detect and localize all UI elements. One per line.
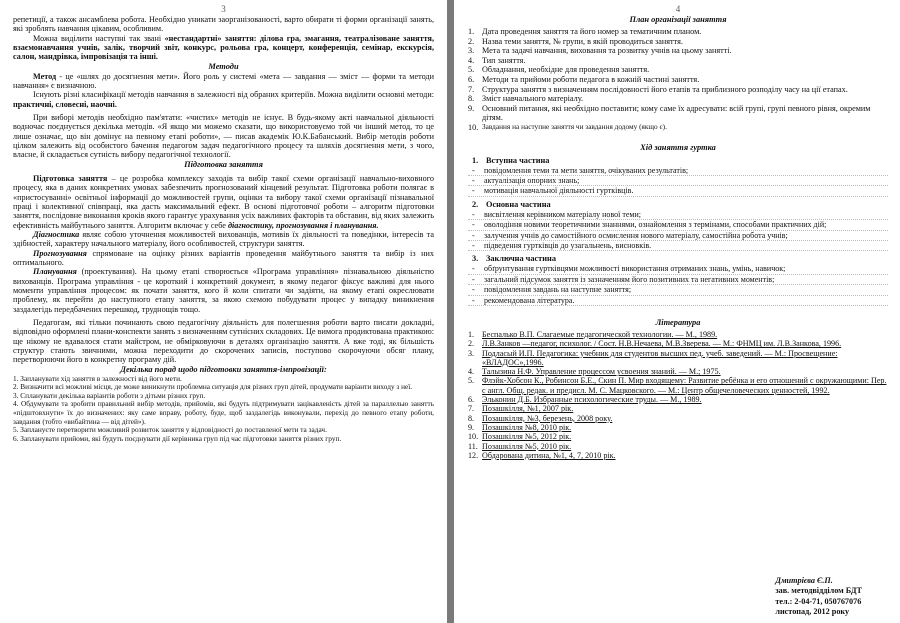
plan-item — [468, 37, 888, 47]
paragraph: Педагогам, які тільки починають свою педагогічну діяльність для полегшення роботи варто писати докладні, відповідно оформлені плани-конспекти занять з визначенням сутнісних складових. Це вимога продиктована практикою: ще нікому не вдавалося стати майстром, не обмірковуючи в деталях організацію заняття. А вже тоді, як більшість структур стають звичними, можна переходити до скорочених записів, поступово скорочуючи обсяг плану, перетворюючи його в конкретну програму дій. — [13, 317, 434, 365]
literature-item — [468, 339, 888, 348]
lesson-section-title — [468, 156, 888, 166]
lesson-section — [468, 254, 888, 306]
paragraph: репетиції, а також ансамблева робота. Необхідно уникати заорганізованості, варто обирати ті форми організації занять, які зроблять навчання цікавим, особливим. — [13, 15, 434, 34]
list-item: - оволодіння новими теоретичними знаннями, ознайомлення з термінами, способами практичних дій; — [468, 220, 888, 230]
paragraph: Метод - це «шлях до досягнення мети». Його роль у системі «мета — завдання — зміст — форми та методи навчання» є визначною. — [13, 71, 434, 91]
list-item: - загальний підсумок заняття із зазначенням його позитивних та негативних моментів; — [468, 275, 888, 285]
section-title-plan: План організації заняття — [629, 15, 727, 24]
section-title-literature: Література — [655, 318, 701, 327]
list-item: - повідомлення завдань на наступне заняття; — [468, 285, 888, 295]
page-number: 3 — [221, 4, 226, 14]
list-item: - залучення учнів до самостійного осмислення нового матеріалу, самостійна робота учнів; — [468, 231, 888, 241]
lesson-section-label: Вступна частина — [486, 155, 550, 165]
literature-item-number: 4. — [468, 367, 475, 377]
document-page-right — [454, 0, 900, 623]
literature-item-text: Флэйк-Хобсон К., Робинсон Б.Е., Скин П. Мир входящему: Развитие ребёнка и его отношений с окружающими: Пер. с англ. Общ. редак. и предисл. М. С. Мацковского. — М.: Центр общечеловеческих ценностей, 1992. — [482, 376, 887, 395]
advice-list — [13, 375, 434, 444]
list-item: - висвітлення керівником матеріалу нової теми; — [468, 210, 888, 220]
plan-item-text: Обладнання, необхідне для проведення заняття. — [482, 65, 650, 75]
literature-item-number: 12. — [468, 450, 479, 460]
plan-item — [468, 85, 888, 95]
plan-item-number: 6. — [468, 74, 475, 84]
literature-item-number: 6. — [468, 395, 475, 405]
plan-item — [468, 75, 888, 85]
list-item: - рекомендована література. — [468, 296, 888, 306]
lesson-section-number: 2. — [472, 199, 479, 209]
plan-item-number: 4. — [468, 55, 475, 65]
plan-item-number: 9. — [468, 103, 475, 113]
lesson-sections — [468, 156, 888, 306]
plan-item-text: Дата проведення заняття та його номер за тематичним планом. — [482, 27, 702, 36]
plan-item — [468, 94, 888, 104]
list-item: - актуалізація опорних знань; — [468, 176, 888, 186]
literature-item — [468, 404, 888, 413]
plan-item-number: 2. — [468, 36, 475, 46]
section-title-preparation: Підготовка заняття — [184, 159, 263, 169]
literature-item — [468, 376, 888, 395]
literature-item-number: 11. — [468, 441, 478, 451]
paragraph: Існують різні класифікації методів навчання в залежності від обраних критеріїв. Можна виділити основні методи: практичні, словесні, наочні. — [13, 90, 434, 109]
literature-item-text: Талызина Н.Ф. Управление процессом усвоения знаний. — М.; 1975. — [482, 367, 721, 377]
list-item: - підведення гуртківців до узагальнень, висновків. — [468, 241, 888, 251]
plan-item — [468, 27, 888, 37]
lesson-section-number: 3. — [472, 254, 479, 264]
plan-item-text: Назва теми заняття, № групи, в якій проводиться заняття. — [482, 36, 683, 46]
signature-block — [775, 576, 862, 617]
lesson-section-label: Заключна частина — [486, 254, 556, 264]
literature-item-number: 5. — [468, 376, 475, 386]
signature-name: Дмитрієва Є.П. — [775, 576, 833, 586]
signature-role: зав. методвідділом БДТ — [775, 586, 862, 596]
paragraph: Можна виділити наступні так звані «нестандартні» заняття: ділова гра, змагання, театралізоване заняття, взаємонавчання учнів, залік, творчий звіт, конкурс, рольова гра, концерт, конференція, семінар, екскурсія, салон, мандрівка, імпровізація та інші. — [13, 33, 434, 62]
literature-item — [468, 395, 888, 404]
literature-item-text: Позашкілля №8, 2010 рік. — [482, 422, 572, 432]
plan-item — [468, 123, 888, 133]
literature-item — [468, 414, 888, 423]
literature-item-number: 2. — [468, 339, 475, 349]
lesson-section — [468, 200, 888, 252]
lesson-section-items — [468, 264, 888, 306]
plan-item — [468, 65, 888, 75]
paragraph: Діагностика являє собою уточнення можливостей вихованців, мотивів їх діяльності та поведінки, інтересів та здібностей, характеру начального матеріалу, його особливостей, структури заняття. — [13, 229, 434, 249]
advice-item: 5. Заплануєте перетворити можливий розвиток заняття у відповідності до поставленої мети та задач. — [13, 425, 327, 435]
literature-item-number: 7. — [468, 404, 475, 414]
literature-item — [468, 451, 888, 460]
literature-item-number: 10. — [468, 432, 479, 442]
literature-item — [468, 349, 888, 368]
plan-item-text: Завдання на наступне заняття чи завдання додому (якщо є). — [482, 121, 667, 131]
literature-item-text: Позашкілля, №1, 2007 рік. — [482, 404, 574, 414]
literature-list — [468, 330, 888, 460]
plan-item — [468, 104, 888, 123]
plan-item-number: 3. — [468, 46, 475, 56]
list-item: - мотивація навчальної діяльності гуртківців. — [468, 186, 888, 196]
literature-item-text: Л.В.Занков —педагог, психолог. / Сост. Н.В.Нечаева, М.В.Зверева. — М.: ФНМЦ им. Л.В.Занкова, 1996. — [482, 339, 842, 349]
literature-item-text: Позашкілля, №3, березень, 2008 року. — [482, 413, 613, 423]
literature-item-number: 9. — [468, 422, 475, 432]
lesson-section-items — [468, 210, 888, 252]
literature-item-number: 3. — [468, 348, 475, 358]
plan-item-text: Методи та прийоми роботи педагога в кожній частині заняття. — [482, 74, 700, 84]
plan-item-text: Зміст навчального матеріалу. — [482, 94, 584, 104]
plan-list — [468, 27, 888, 133]
paragraph: При виборі методів необхідно пам'ятати: «чистих» методів не існує. В будь-якому акті навчальної діяльності водночас поєднується декілька методів. «Я якщо ми можемо сказати, що використовуємо той чи інший метод, то це лише означає, що він домінує на певному етапі роботи», — писав академік Ю.К.Бабанський. Вибір методів роботи цілком залежить від особистого бачення педагогом задач педагогічного процесу та шляхів досягнення мети, з чого, власне, й складається сутність вибору педагогічної технології. — [13, 113, 434, 160]
lesson-section — [468, 156, 888, 197]
advice-item: 4. Обдумувати та зробити правильний вибір методів, прийомів, які будуть підтримувати зацікавленість дітей за параллелью занятть «підштовхнути» їх до визначених: яку саме вправу, роботу, буде, щоб заздалегідь виконували, перехід до певного етапу роботи, завдання (тобто «вибайтина — від дітей»). — [13, 399, 434, 426]
literature-item-text: Обдарована дитина, №1, 4, 7, 2010 рік. — [482, 450, 616, 460]
list-item: - обґрунтування гуртківцями можливості використання отриманих знань, умінь, навичок; — [468, 264, 888, 274]
lesson-section-label: Основна частина — [486, 199, 551, 209]
plan-item-number: 1. — [468, 27, 475, 36]
advice-item: 6. Запланувати прийоми, які будуть поєднувати дії керівника груп під час підготовки заняття різних груп. — [13, 433, 342, 443]
lesson-section-title — [468, 254, 888, 264]
plan-item-text: Тип заняття. — [482, 55, 526, 65]
signature-date: листопад, 2012 року — [775, 606, 850, 616]
literature-item — [468, 442, 888, 451]
plan-item-text: Основний питання, які необхідно поставити; кому саме їх адресувати: всій групі, групі певного рівня, окремим дітям. — [482, 103, 871, 123]
plan-item-number: 7. — [468, 84, 475, 94]
literature-item — [468, 330, 888, 339]
plan-item-number: 8. — [468, 94, 475, 104]
literature-item — [468, 367, 888, 376]
advice-item: 3. Спланувати декілька варіантів роботи з дітьми різних груп. — [13, 390, 206, 400]
plan-item-text: Мета та задачі навчання, виховання та розвитку учнів на цьому занятті. — [482, 46, 732, 56]
plan-item-text: Структура заняття з визначенням послідовності його етапів та приблизного розподілу часу на ції етапах. — [482, 84, 848, 94]
advice-item: 2. Визначити всі можливі місця, де може виникнути проблемна ситуація для різних груп дітей, продумати варіанти виходу з неї. — [13, 382, 413, 392]
lesson-section-items — [468, 166, 888, 197]
page-number: 4 — [675, 4, 681, 14]
advice-item: 1. Запланувати хід заняття в залежності від його мети. — [13, 373, 182, 383]
signature-phone: тел.: 2-04-71, 050767076 — [775, 596, 862, 606]
paragraph: Планування (проектування). На цьому етапі створюється «Програма управління» пізнавальною діяльністю вихованців. Програма управління - це короткий і конкретний документ, в якому педагог фіксує важливі для нього моменти управління процесом: як почати заняття, кого й коли спитати чи задіяти, на якому етапі окреслювати проблему, як перейти до наступного етапу заняття, за якою схемою побудувати процес у випадку виникнення заздалегідь передбачених перешкод, труднощів тощо. — [13, 267, 434, 314]
lesson-section-title — [468, 200, 888, 210]
literature-item — [468, 423, 888, 432]
plan-item — [468, 46, 888, 56]
paragraph: Підготовка заняття – це розробка комплексу заходів та вибір такої схеми організації навчально-виховного процесу, яка в даних конкретних умовах забезпечить прогнозований кінцевий результат. Підготовка роботи полягає в «пристосуванні» освітньої інформації до можливостей групи, оцінки та вибору такої схеми організації пізнавальної праці і колективної співпраці, яка дасть максимальний ефект. В основі підготовчої роботи – алгоритм підготовки заняття, послідовне виконання кроків якого гарантує урахування усіх важливих факторів та обставин, від яких залежить ефективність майбутнього заняття. Алгоритм включає у себе діагностику, прогнозування і планування. — [13, 173, 434, 230]
literature-item-text: Беспалько В.П. Слагаемые педагогической технологии. — М., 1989. — [482, 330, 718, 339]
literature-item-text: Эльконин Д.Б. Избранные психологические труды. — М., 1989. — [482, 395, 702, 405]
literature-item — [468, 432, 888, 441]
literature-item-text: Позашкілля №5, 2012 рік. — [482, 432, 572, 442]
plan-item — [468, 56, 888, 66]
section-title-methods: Методи — [208, 61, 239, 71]
literature-item-text: Позашкілля №5, 2010 рік. — [482, 441, 572, 451]
plan-item-number: 5. — [468, 65, 475, 75]
paragraph: Прогнозування спрямоване на оцінку різних варіантів проведення майбутнього заняття та вибір із них оптимального. — [13, 248, 434, 267]
section-title-advice: Декілька порад щодо підготовки заняття-імпровізації: — [120, 364, 327, 374]
literature-item-number: 1. — [468, 330, 475, 339]
literature-item-text: Подласый И.П. Педагогика: учебник для студентов высших пед. учеб. заведений. — М.: Просвещение: «ВЛАДОС»,1996. — [482, 348, 838, 367]
list-item: - повідомлення теми та мети заняття, очікуваних результатів; — [468, 166, 888, 176]
document-page-left — [0, 0, 447, 623]
lesson-section-number: 1. — [472, 155, 479, 165]
section-title-course: Хід заняття гуртка — [640, 142, 716, 152]
plan-item-number: 10. — [468, 122, 479, 132]
literature-item-number: 8. — [468, 413, 475, 423]
